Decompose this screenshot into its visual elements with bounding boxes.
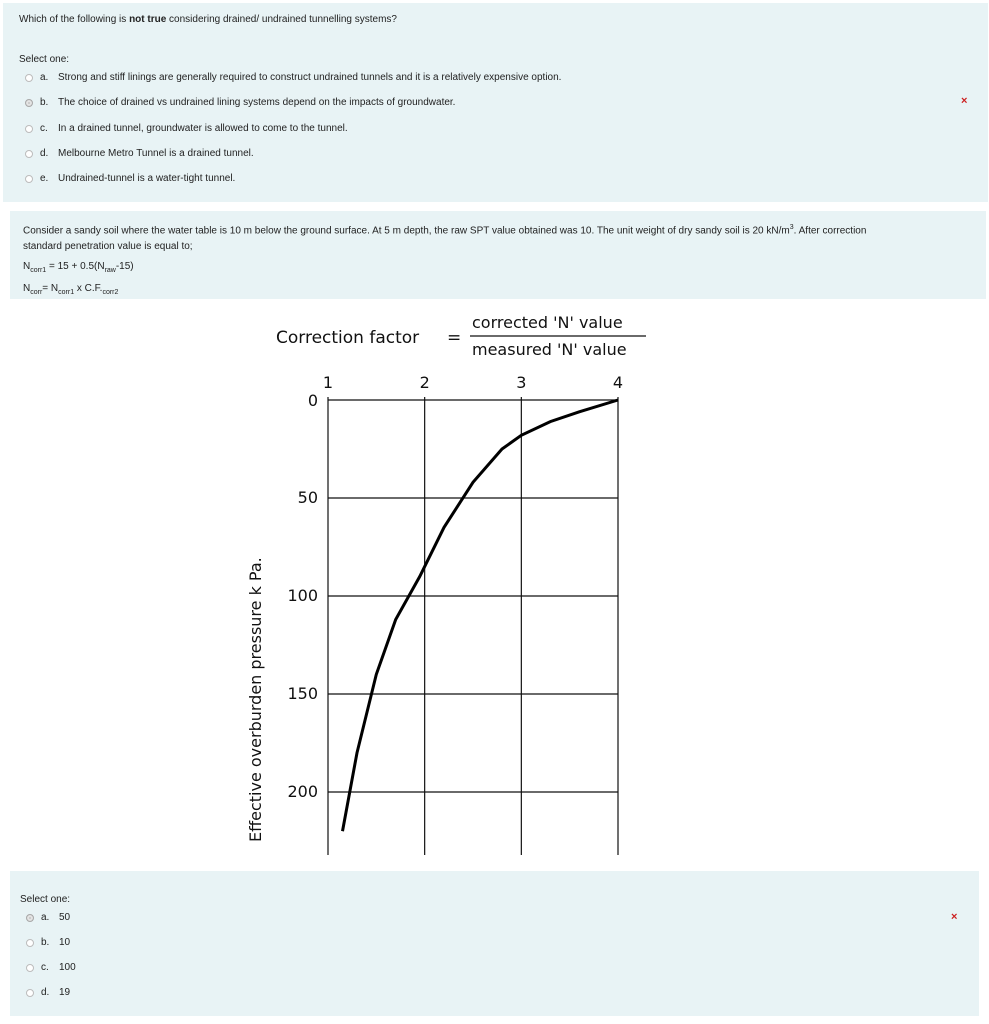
chart-ticks — [287, 373, 623, 801]
radio-button-selected[interactable] — [25, 99, 33, 107]
formula-text: = N — [42, 283, 59, 294]
incorrect-icon: × — [951, 911, 958, 923]
q1-option-d[interactable] — [25, 148, 254, 159]
formula-subscript: corr2 — [102, 289, 119, 296]
chart-title-equals: = — [447, 328, 462, 348]
chart-grid — [328, 397, 618, 855]
q1-option-c[interactable] — [25, 123, 348, 134]
chart-title-lhs: Correction factor — [276, 328, 420, 348]
formula-subscript: raw — [104, 267, 116, 274]
formula-text: -15) — [115, 261, 134, 272]
question-2-prompt-line1: Consider a sandy soil where the water table is 10 m below the ground surface. At 5 m depth, the raw SPT value obtained was 10. The unit weight of dry sandy soil is 20 kN/m — [23, 225, 790, 237]
radio-button[interactable] — [25, 175, 33, 183]
chart-title-numerator: corrected 'N' value — [472, 313, 623, 332]
x-tick-label: 3 — [516, 373, 527, 392]
q1-option-a[interactable] — [25, 72, 561, 83]
q1-option-e[interactable] — [25, 173, 235, 184]
q1-option-b[interactable] — [25, 97, 455, 108]
option-text: 100 — [59, 962, 76, 973]
y-tick-label: 100 — [287, 586, 318, 605]
q2-option-d[interactable] — [26, 987, 70, 998]
formula-subscript: corr1 — [30, 267, 47, 274]
question-1-panel — [3, 3, 988, 202]
y-tick-label: 50 — [297, 488, 318, 507]
incorrect-icon: × — [961, 95, 968, 107]
radio-button[interactable] — [26, 989, 34, 997]
option-letter: d. — [41, 987, 50, 998]
x-tick-label: 4 — [612, 373, 624, 392]
y-axis-label: Effective overburden pressure k Pa. — [246, 557, 265, 842]
option-letter: b. — [40, 97, 49, 108]
option-letter: d. — [40, 148, 49, 159]
superscript: 3 — [789, 224, 794, 231]
formula-symbol: N — [23, 283, 31, 294]
option-letter: a. — [41, 912, 50, 923]
correction-curve — [343, 400, 619, 831]
question-2-panel — [10, 211, 986, 299]
q2-option-c[interactable] — [26, 962, 76, 973]
y-tick-label: 0 — [307, 391, 318, 410]
formula-2 — [23, 281, 118, 301]
formula-1 — [23, 259, 134, 279]
option-text: Melbourne Metro Tunnel is a drained tunnel. — [58, 148, 254, 159]
question-2-options-panel — [10, 871, 979, 1016]
option-letter: a. — [40, 72, 49, 83]
radio-button[interactable] — [26, 939, 34, 947]
question-2-prompt-line2: standard penetration value is equal to; — [23, 241, 193, 253]
formula-text: = 15 + 0.5(N — [46, 261, 105, 272]
q2-option-b[interactable] — [26, 937, 70, 948]
option-text: In a drained tunnel, groundwater is allowed to come to the tunnel. — [58, 123, 348, 134]
question-2-prompt-line1-end: . After correction — [793, 225, 867, 237]
option-text: 10 — [59, 937, 71, 948]
y-tick-label: 150 — [287, 684, 318, 703]
question-1-prompt-end: considering drained/ undrained tunnelling systems? — [166, 14, 397, 25]
q2-option-a[interactable] — [26, 912, 70, 923]
y-tick-label: 200 — [287, 782, 318, 801]
option-text: 50 — [59, 912, 71, 923]
option-letter: b. — [41, 937, 50, 948]
radio-button[interactable] — [25, 74, 33, 82]
option-letter: c. — [41, 962, 49, 973]
option-text: Undrained-tunnel is a water-tight tunnel. — [58, 173, 236, 184]
formula-subscript: corr — [30, 289, 43, 296]
select-one-label: Select one: — [20, 894, 71, 905]
option-text: Strong and stiff linings are generally required to construct undrained tunnels and it is a relatively expensive option. — [58, 72, 562, 83]
radio-button[interactable] — [25, 150, 33, 158]
option-letter: e. — [40, 173, 49, 184]
x-tick-label: 1 — [322, 373, 334, 392]
formula-symbol: N — [23, 261, 31, 272]
option-text: The choice of drained vs undrained lining systems depend on the impacts of groundwater. — [58, 97, 456, 108]
chart-title-denominator: measured 'N' value — [472, 340, 627, 359]
question-2-text — [23, 220, 866, 255]
radio-button[interactable] — [25, 125, 33, 133]
formula-text: x C.F. — [74, 283, 103, 294]
option-text: 19 — [59, 987, 71, 998]
question-1-prompt-start: Which of the following is — [19, 14, 130, 25]
correction-factor-chart — [230, 300, 670, 865]
formula-subscript: corr1 — [58, 289, 75, 296]
option-letter: c. — [40, 123, 48, 134]
question-1-prompt-emphasis: not true — [129, 14, 167, 25]
question-1-text — [19, 12, 397, 28]
radio-button[interactable] — [26, 964, 34, 972]
x-tick-label: 2 — [419, 373, 430, 392]
radio-button-selected[interactable] — [26, 914, 34, 922]
select-one-label: Select one: — [19, 54, 70, 65]
